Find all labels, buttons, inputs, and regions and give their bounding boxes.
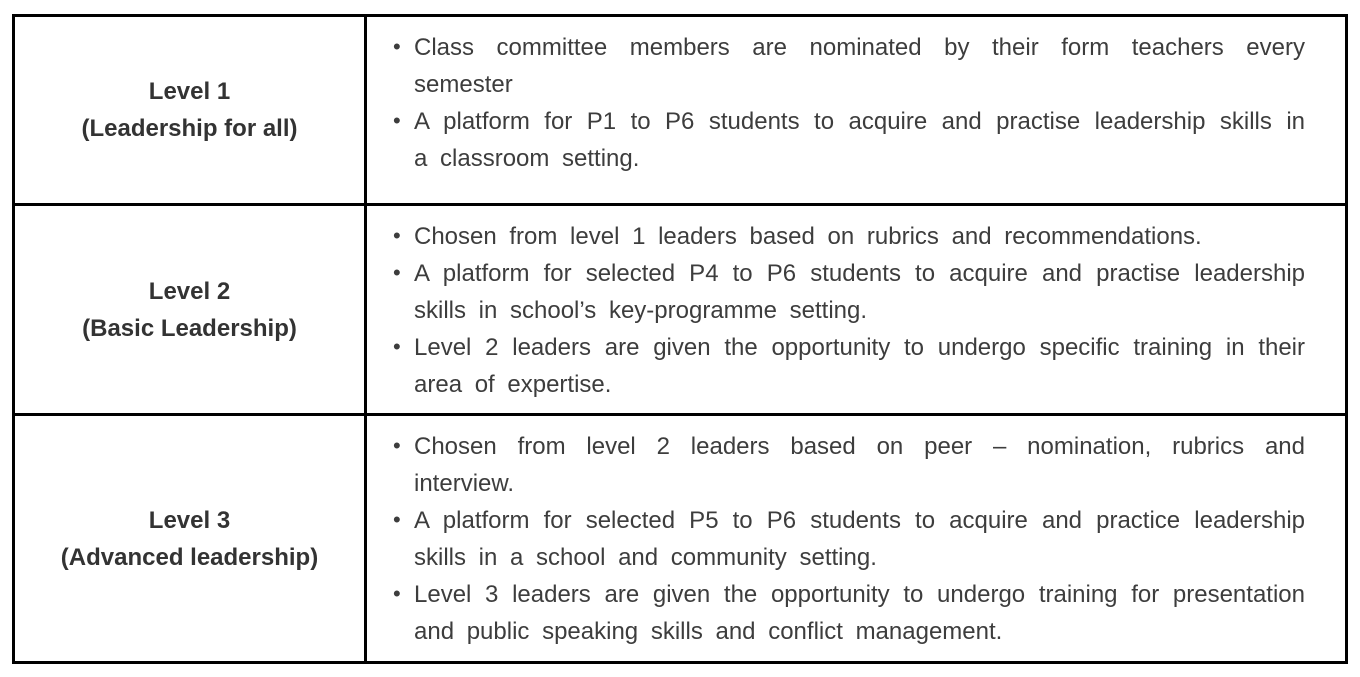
level-3-subtitle: (Advanced leadership) bbox=[60, 543, 319, 571]
level-3-header-cell bbox=[15, 416, 367, 661]
bullet-item bbox=[393, 255, 1305, 329]
table-row-level-2 bbox=[15, 203, 1345, 413]
bullet-item bbox=[393, 103, 1305, 177]
table-row-level-3 bbox=[15, 413, 1345, 661]
bullet-item bbox=[393, 428, 1305, 502]
level-1-details-cell bbox=[367, 17, 1345, 203]
level-2-header-cell bbox=[15, 206, 367, 413]
bullet-text: Chosen from level 1 leaders based on rubrics and recommendations. bbox=[414, 223, 1202, 250]
bullet-text: Class committee members are nominated by their form teachers every semester bbox=[414, 34, 1305, 98]
level-3-title: Level 3 bbox=[148, 506, 231, 534]
bullet-icon: • bbox=[393, 334, 401, 359]
level-2-subtitle: (Basic Leadership) bbox=[82, 314, 297, 342]
bullet-icon: • bbox=[393, 581, 401, 606]
bullet-item bbox=[393, 329, 1305, 403]
level-2-details-cell bbox=[367, 206, 1345, 413]
bullet-text: A platform for P1 to P6 students to acquire and practise leadership skills in a classroom setting. bbox=[414, 108, 1305, 172]
bullet-text: Chosen from level 2 leaders based on peer – nomination, rubrics and interview. bbox=[414, 433, 1305, 497]
bullet-text: Level 3 leaders are given the opportunity to undergo training for presentation and public speaking skills and conflict management. bbox=[414, 581, 1305, 645]
bullet-icon: • bbox=[393, 507, 401, 532]
level-1-subtitle: (Leadership for all) bbox=[81, 115, 298, 142]
bullet-icon: • bbox=[393, 223, 401, 248]
bullet-text: A platform for selected P4 to P6 students to acquire and practise leadership skills in school’s key-programme setting. bbox=[414, 260, 1305, 324]
level-1-header-cell bbox=[15, 17, 367, 203]
bullet-item bbox=[393, 29, 1305, 103]
level-1-title: Level 1 bbox=[148, 78, 231, 105]
bullet-item bbox=[393, 502, 1305, 576]
bullet-icon: • bbox=[393, 260, 401, 285]
bullet-text: Level 2 leaders are given the opportunity to undergo specific training in their area of expertise. bbox=[414, 334, 1305, 398]
bullet-icon: • bbox=[393, 108, 401, 133]
level-2-bullet-list bbox=[393, 218, 1305, 403]
level-2-title: Level 2 bbox=[148, 277, 231, 305]
level-3-details-cell bbox=[367, 416, 1345, 661]
bullet-item bbox=[393, 576, 1305, 650]
bullet-item bbox=[393, 218, 1305, 255]
level-3-bullet-list bbox=[393, 428, 1305, 650]
bullet-icon: • bbox=[393, 433, 401, 458]
level-1-bullet-list bbox=[393, 29, 1305, 177]
bullet-text: A platform for selected P5 to P6 students to acquire and practice leadership skills in a school and community setting. bbox=[414, 507, 1305, 571]
table-row-level-1 bbox=[15, 17, 1345, 203]
bullet-icon: • bbox=[393, 34, 401, 59]
leadership-levels-table bbox=[12, 14, 1348, 664]
